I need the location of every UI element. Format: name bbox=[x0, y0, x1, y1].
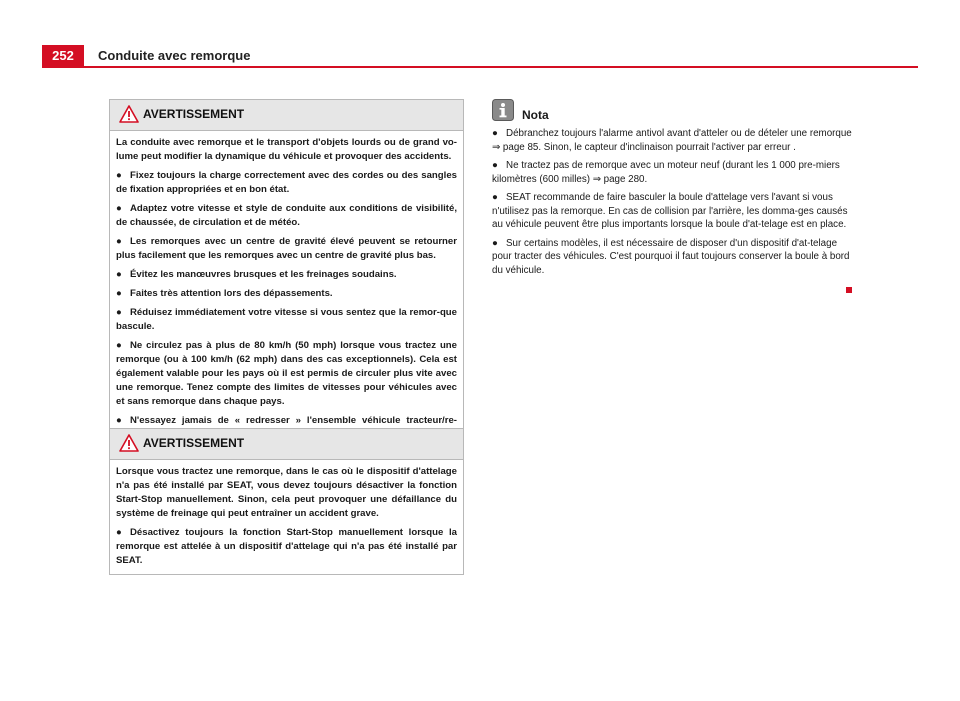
warning-bullet: ● Les remorques avec un centre de gravité élevé peuvent se retourner plus facilement que les remorques avec un centre de gravité plus bas. bbox=[116, 236, 457, 261]
nota-title: Nota bbox=[522, 108, 549, 122]
chapter-title: Conduite avec remorque bbox=[98, 48, 251, 63]
warning-intro: La conduite avec remorque et le transport d'objets lourds ou de grand vo-lume peut modifier la dynamique du véhicule et provoquer des accidents. bbox=[116, 137, 457, 162]
bullet-mark: ● bbox=[116, 307, 122, 318]
info-icon bbox=[492, 99, 514, 121]
bullet-mark: ● bbox=[492, 128, 498, 139]
bullet-mark: ● bbox=[492, 237, 498, 249]
warning-header bbox=[110, 100, 463, 131]
warning-header bbox=[110, 429, 463, 460]
bullet-mark: ● bbox=[492, 192, 498, 203]
warning-bullet: ● Ne circulez pas à plus de 80 km/h (50 mph) lorsque vous tractez une remorque (ou à 100 km/h (62 mph) dans des cas exceptionnels). Cela est également valable pour les pays où il est permis de circuler plus vite avec une remorque. Tenez compte des limites de vitesses pour véhicules avec et sans remorque dans chaque pays. bbox=[116, 340, 457, 407]
bullet-mark: ● bbox=[116, 527, 122, 538]
warning-title: AVERTISSEMENT bbox=[143, 107, 245, 121]
warning-box-1 bbox=[109, 99, 464, 449]
warning-bullet: ● N'essayez jamais de « redresser » l'ensemble véhicule tracteur/re- bbox=[116, 415, 457, 426]
nota-bullet: ● Débranchez toujours l'alarme antivol avant d'atteler ou de dételer une remorque ⇒ page 85. Sinon, le capteur d'inclinaison pourrait l'activer par erreur . bbox=[492, 128, 852, 153]
warning-triangle-icon bbox=[119, 434, 139, 452]
warning-bullet: ● Désactivez toujours la fonction Start-Stop manuellement lorsque la remorque est attelée à un dispositif d'attelage qui n'a pas été installé par SEAT. bbox=[116, 527, 457, 566]
bullet-mark: ● bbox=[116, 288, 122, 299]
bullet-mark: ● bbox=[116, 236, 122, 247]
bullet-mark: ● bbox=[116, 203, 122, 214]
warning-box-2 bbox=[109, 428, 464, 575]
bullet-mark: ● bbox=[116, 269, 122, 280]
nota-bullet: ● Sur certains modèles, il est nécessaire de disposer d'un dispositif d'at-telage pour tracter des véhicules. C'est pourquoi il faut toujours conserver la boule à bord du véhicule. bbox=[492, 237, 850, 276]
page-number: 252 bbox=[42, 45, 84, 67]
bullet-mark: ● bbox=[116, 340, 122, 351]
warning-bullet: ● Faites très attention lors des dépassements. bbox=[116, 288, 333, 299]
header-rule bbox=[42, 66, 918, 68]
warning-title: AVERTISSEMENT bbox=[143, 436, 245, 450]
nota-bullet: ● SEAT recommande de faire basculer la boule d'attelage vers l'avant si vous n'utilisez pas la remorque. En cas de collision par l'arrière, les domma-ges causés au véhicule peuvent être plus importants lorsque la boule d'at-telage est en place. bbox=[492, 192, 848, 230]
bullet-mark: ● bbox=[492, 160, 498, 171]
nota-bullet: ● Ne tractez pas de remorque avec un moteur neuf (durant les 1 000 pre-miers kilomètres (600 milles) ⇒ page 280. bbox=[492, 160, 840, 185]
warning-body bbox=[110, 460, 463, 574]
warning-bullet: ● Réduisez immédiatement votre vitesse si vous sentez que la remor-que bascule. bbox=[116, 307, 457, 332]
warning-intro: Lorsque vous tractez une remorque, dans le cas où le dispositif d'attelage n'a pas été installé par SEAT, vous devez toujours désactiver la fonction Start-Stop manuellement. Sinon, cela peut provoquer une défaillance du système de freinage qui peut entraîner un accident grave. bbox=[116, 466, 457, 519]
nota-header bbox=[492, 99, 852, 125]
warning-triangle-icon bbox=[119, 105, 139, 123]
nota-section bbox=[492, 99, 852, 282]
bullet-mark: ● bbox=[116, 415, 122, 426]
section-end-marker bbox=[846, 287, 852, 293]
warning-bullet: ● Évitez les manœuvres brusques et les freinages soudains. bbox=[116, 269, 397, 280]
warning-bullet: ● Adaptez votre vitesse et style de conduite aux conditions de visibilité, de chaussée, de circulation et de météo. bbox=[116, 203, 457, 228]
warning-bullet: ● Fixez toujours la charge correctement avec des cordes ou des sangles de fixation appropriées et en bon état. bbox=[116, 170, 457, 195]
warning-body bbox=[110, 131, 463, 448]
bullet-mark: ● bbox=[116, 170, 122, 181]
nota-body bbox=[492, 127, 852, 277]
page-header bbox=[0, 45, 960, 67]
